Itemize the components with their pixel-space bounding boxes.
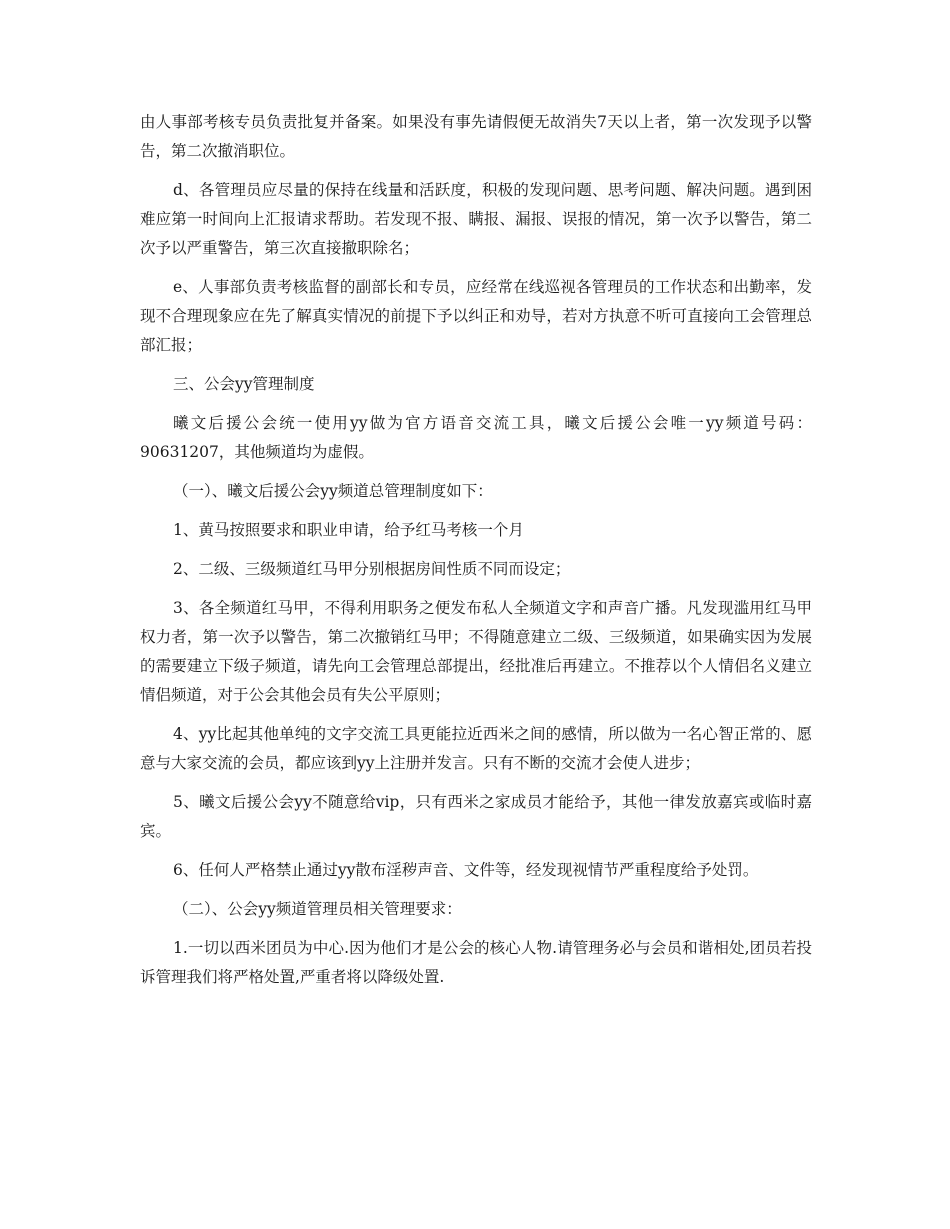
subsection-heading-2: （二）、公会yy频道管理员相关管理要求： [173, 900, 462, 918]
list-item-1: 1、黄马按照要求和职业申请，给予红马考核一个月 [173, 521, 524, 539]
list-item-2: 2、二级、三级频道红马甲分别根据房间性质不同而设定； [173, 560, 571, 578]
paragraph-rule-e: e、人事部负责考核监督的副部长和专员，应经常在线巡视各管理员的工作状态和出勤率，发现不合理现象应在先了解真实情况的前提下予以纠正和劝导，若对方执意不听可直接向工会管理总部汇报； [140, 278, 812, 354]
subsection-heading-1: （一）、曦文后援公会yy频道总管理制度如下： [173, 482, 493, 500]
paragraph-absence-rule: 由人事部考核专员负责批复并备案。如果没有事先请假便无故消失7天以上者，第一次发现予以警告，第二次撤消职位。 [140, 113, 812, 160]
list-item-6: 6、任何人严格禁止通过yy散布淫秽声音、文件等，经发现视情节严重程度给予处罚。 [173, 861, 759, 879]
list-item-admin-1: 1.一切以西米团员为中心.因为他们才是公会的核心人物.请管理务必与会员和谐相处,团员若投诉管理我们将严格处置,严重者将以降级处置. [140, 939, 812, 986]
list-item-5: 5、曦文后援公会yy不随意给vip，只有西米之家成员才能给予，其他一律发放嘉宾或临时嘉宾。 [140, 793, 812, 840]
section-heading-yy: 三、公会yy管理制度 [173, 375, 315, 393]
document-body [140, 108, 812, 1002]
list-item-4: 4、yy比起其他单纯的文字交流工具更能拉近西米之间的感情，所以做为一名心智正常的、愿意与大家交流的会员，都应该到yy上注册并发言。只有不断的交流才会使人进步； [140, 725, 812, 772]
paragraph-rule-d: d、各管理员应尽量的保持在线量和活跃度，积极的发现问题、思考问题、解决问题。遇到困难应第一时间向上汇报请求帮助。若发现不报、瞒报、漏报、误报的情况，第一次予以警告，第二次予以严重警告，第三次直接撤职除名； [140, 181, 812, 257]
list-item-3: 3、各全频道红马甲，不得利用职务之便发布私人全频道文字和声音广播。凡发现滥用红马甲权力者，第一次予以警告，第二次撤销红马甲；不得随意建立二级、三级频道，如果确实因为发展的需要建立下级子频道，请先向工会管理总部提出，经批准后再建立。不推荐以个人情侣名义建立情侣频道，对于公会其他会员有失公平原则； [140, 599, 812, 704]
paragraph-yy-channel: 曦文后援公会统一使用yy做为官方语音交流工具，曦文后援公会唯一yy频道号码：90631207，其他频道均为虚假。 [140, 414, 812, 461]
